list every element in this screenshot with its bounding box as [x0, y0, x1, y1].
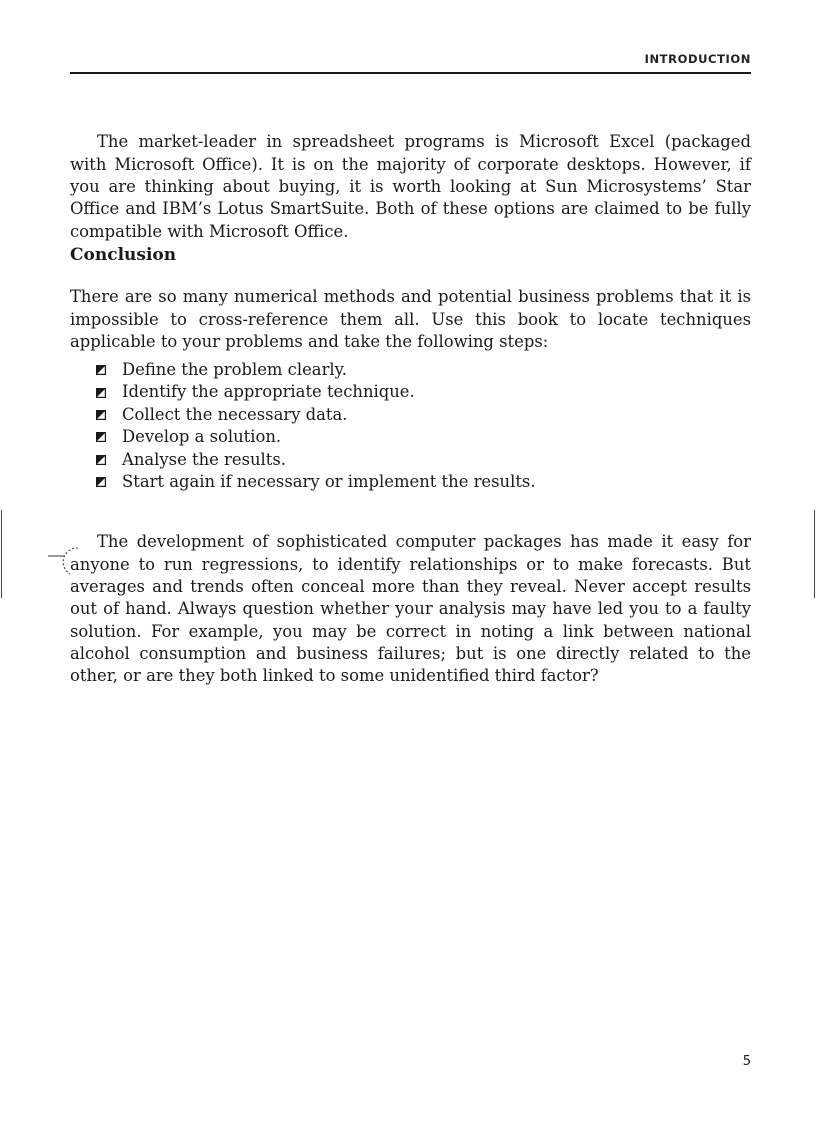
- steps-list: [96, 359, 536, 493]
- scan-margin-line-right: [814, 510, 815, 598]
- running-head: INTRODUCTION: [644, 52, 751, 66]
- square-bullet-icon: [96, 455, 106, 465]
- step-label: Identify the appropriate technique.: [122, 382, 415, 402]
- square-bullet-icon: [96, 477, 106, 487]
- body-paragraph-2: There are so many numerical methods and potential business problems that it is impossible to cross-reference them all. Use this book to locate techniques applicable to your problems and take the following steps:: [70, 287, 751, 351]
- page-number: 5: [742, 1054, 751, 1069]
- step-label: Develop a solution.: [122, 427, 282, 447]
- square-bullet-icon: [96, 410, 106, 420]
- square-bullet-icon: [96, 388, 106, 398]
- scan-margin-line-left: [1, 510, 2, 598]
- square-bullet-icon: [96, 365, 106, 375]
- list-item: [96, 426, 536, 448]
- list-item: [96, 449, 536, 471]
- list-item: [96, 404, 536, 426]
- step-label: Start again if necessary or implement the results.: [122, 472, 536, 492]
- list-item: [96, 381, 536, 403]
- square-bullet-icon: [96, 432, 106, 442]
- body-paragraph-3: The development of sophisticated computer packages has made it easy for anyone to run regressions, to identify relationships or to make forecasts. But averages and trends often conceal more than they reveal. Never accept results out of hand. Always question whether your analysis may have led you to a faulty solution. For example, you may be correct in noting a link between national alcohol consumption and business failures; but is one directly related to the other, or are they both linked to some unidentified third factor?: [70, 532, 751, 686]
- header-rule: [70, 72, 751, 74]
- list-item: [96, 359, 536, 381]
- step-label: Analyse the results.: [122, 449, 286, 469]
- step-label: Collect the necessary data.: [122, 404, 348, 424]
- list-item: [96, 471, 536, 493]
- step-label: Define the problem clearly.: [122, 360, 347, 379]
- section-heading: Conclusion: [70, 245, 177, 265]
- hole-punch-mark-icon: [48, 544, 88, 584]
- body-paragraph-1: The market-leader in spreadsheet programs is Microsoft Excel (packaged with Microsoft Office). It is on the majority of corporate desktops. However, if you are thinking about buying, it is worth looking at Sun Microsystems’ Star Office and IBM’s Lotus SmartSuite. Both of these options are claimed to be fully compatible with Microsoft Office.: [70, 132, 751, 241]
